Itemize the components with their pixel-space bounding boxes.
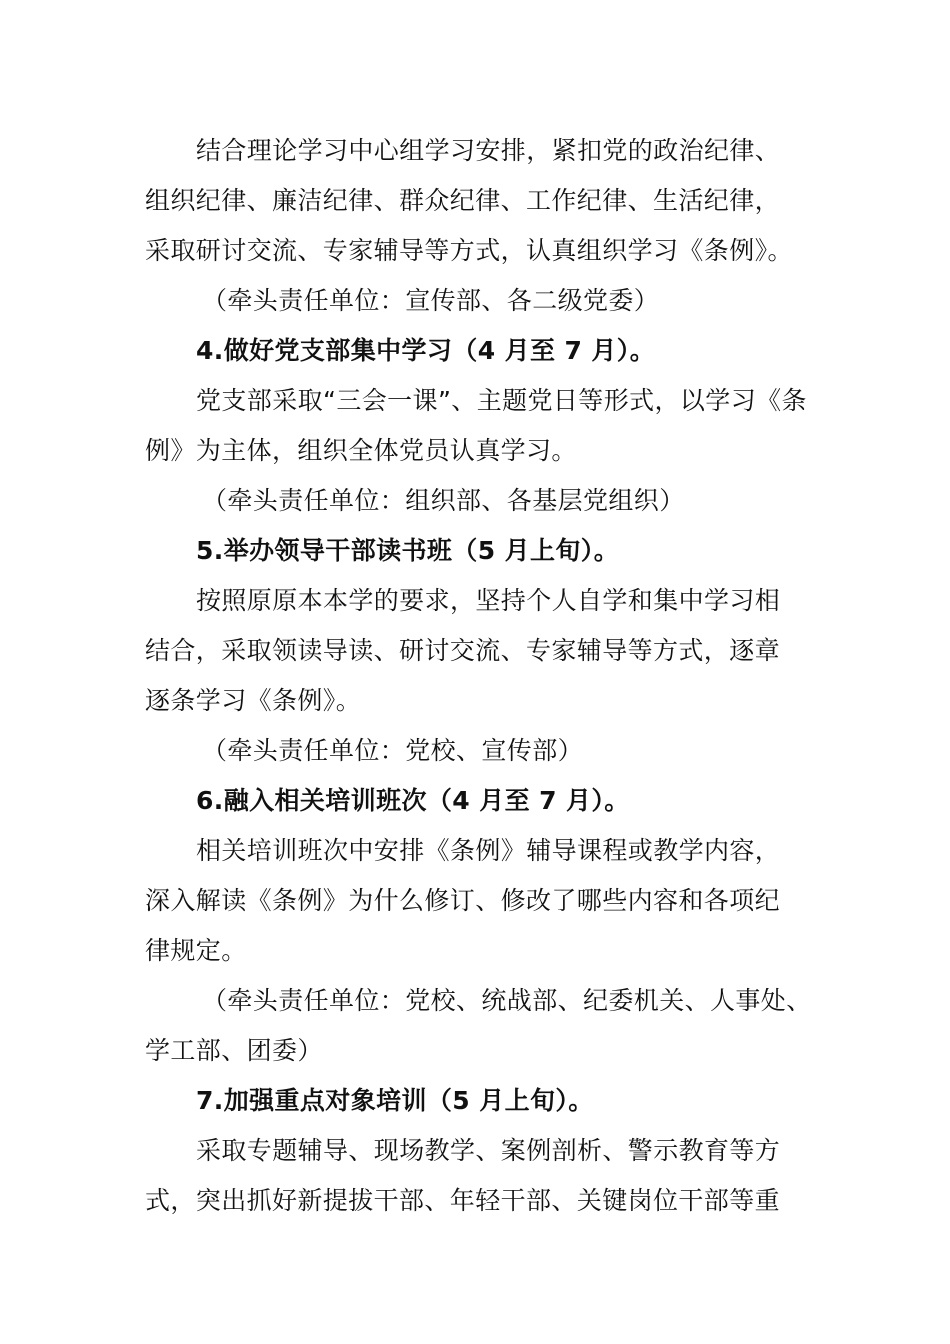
responsibility-note: （牵头责任单位：党校、统战部、纪委机关、人事处、 [202, 986, 812, 1015]
paragraph-line: 式，突出抓好新提拔干部、年轻干部、关键岗位干部等重 [145, 1186, 781, 1215]
responsibility-note: （牵头责任单位：组织部、各基层党组织） [202, 486, 685, 515]
paragraph-line: 组织纪律、廉洁纪律、群众纪律、工作纪律、生活纪律， [145, 186, 781, 215]
paragraph-line: 党支部采取“三会一课”、主题党日等形式，以学习《条 [196, 386, 807, 415]
paragraph-line: 结合，采取领读导读、研讨交流、专家辅导等方式，逐章 [145, 636, 781, 665]
responsibility-note-continued: 学工部、团委） [145, 1036, 323, 1065]
paragraph-line: 例》为主体，组织全体党员认真学习。 [145, 436, 577, 465]
paragraph-line: 相关培训班次中安排《条例》辅导课程或教学内容， [196, 836, 781, 865]
paragraph-line: 按照原原本本学的要求，坚持个人自学和集中学习相 [196, 586, 781, 615]
paragraph-line: 逐条学习《条例》。 [145, 686, 362, 715]
section-heading: 7.加强重点对象培训（5 月上旬）。 [196, 1086, 594, 1115]
paragraph-line: 采取研讨交流、专家辅导等方式，认真组织学习《条例》。 [145, 236, 793, 265]
section-heading: 5.举办领导干部读书班（5 月上旬）。 [196, 536, 620, 565]
paragraph-line: 深入解读《条例》为什么修订、修改了哪些内容和各项纪 [145, 886, 781, 915]
responsibility-note: （牵头责任单位：党校、宣传部） [202, 736, 584, 765]
paragraph-line: 采取专题辅导、现场教学、案例剖析、警示教育等方 [196, 1136, 781, 1165]
paragraph-line: 结合理论学习中心组学习安排，紧扣党的政治纪律、 [196, 136, 781, 165]
paragraph-line: 律规定。 [145, 936, 247, 965]
section-heading: 6.融入相关培训班次（4 月至 7 月）。 [196, 786, 630, 815]
section-heading: 4.做好党支部集中学习（4 月至 7 月）。 [196, 336, 656, 365]
responsibility-note: （牵头责任单位：宣传部、各二级党委） [202, 286, 660, 315]
